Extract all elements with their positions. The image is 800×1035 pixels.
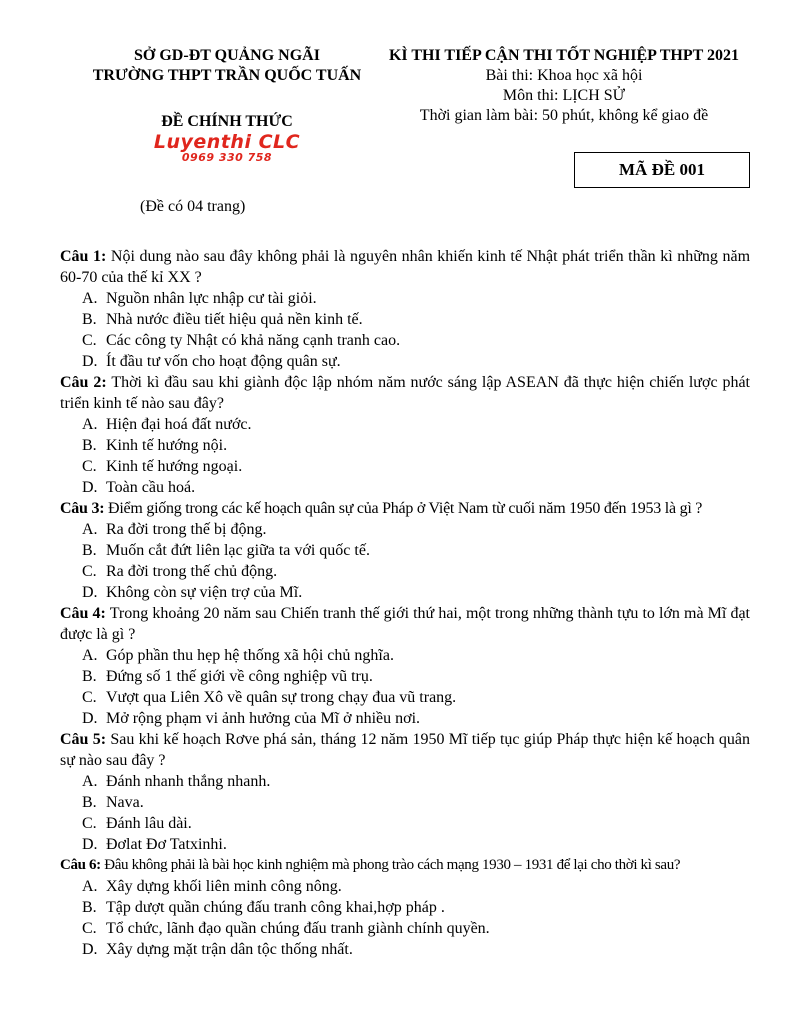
exam-title: KÌ THI TIẾP CẬN THI TỐT NGHIỆP THPT 2021 — [388, 47, 740, 64]
option-text: Ra đời trong thế chủ động. — [106, 563, 278, 580]
question-text: Điểm giống trong các kế hoạch quân sự của Pháp ở Việt Nam từ cuối năm 1950 đến 1953 là gì ? — [108, 500, 703, 517]
question-number: Câu 1: — [60, 248, 107, 265]
question-text: Đâu không phải là bài học kinh nghiệm mà phong trào cách mạng 1930 – 1931 để lại cho thời kì sau? — [104, 857, 681, 873]
option-c — [82, 561, 750, 582]
option-text: Vượt qua Liên Xô về quân sự trong chạy đua vũ trang. — [106, 689, 457, 706]
option-text: Xây dựng khối liên minh công nông. — [106, 878, 342, 895]
option-text: Ít đầu tư vốn cho hoạt động quân sự. — [106, 353, 341, 370]
question-4 — [60, 603, 750, 729]
option-d — [82, 582, 750, 603]
option-text: Toàn cầu hoá. — [106, 479, 196, 496]
option-letter: A. — [82, 647, 98, 664]
option-text: Đánh nhanh thắng nhanh. — [106, 773, 271, 790]
option-letter: C. — [82, 563, 97, 580]
logo-brand-text: Luyenthi CLC — [153, 131, 301, 153]
option-b — [82, 792, 750, 813]
question-text: Nội dung nào sau đây không phải là nguyên nhân khiến kinh tế Nhật phát triển thần kì những năm 60-70 của thế kỉ XX ? — [60, 248, 751, 286]
option-a — [82, 645, 750, 666]
department-name: SỞ GD-ĐT QUẢNG NGÃI — [134, 47, 320, 64]
question-text: Trong khoảng 20 năm sau Chiến tranh thế giới thứ hai, một trong những thành tựu to lớn mà Mĩ đạt được là gì ? — [60, 605, 750, 643]
option-text: Kinh tế hướng ngoại. — [106, 458, 243, 475]
exam-subject: Môn thi: LỊCH SỬ — [502, 87, 626, 104]
option-d — [82, 708, 750, 729]
option-letter: B. — [82, 794, 97, 811]
option-text: Mở rộng phạm vi ảnh hưởng của Mĩ ở nhiều nơi. — [106, 710, 421, 727]
option-letter: B. — [82, 542, 97, 559]
option-text: Góp phần thu hẹp hệ thống xã hội chủ nghĩa. — [106, 647, 394, 664]
school-header — [92, 46, 362, 164]
exam-code-box — [574, 152, 750, 188]
question-6 — [60, 855, 750, 960]
option-c — [82, 687, 750, 708]
option-a — [82, 288, 750, 309]
question-text: Sau khi kế hoạch Rơve phá sản, tháng 12 năm 1950 Mĩ tiếp tục giúp Pháp thực hiện kế hoạch quân sự nào sau đây ? — [60, 731, 751, 769]
option-c — [82, 456, 750, 477]
option-letter: A. — [82, 878, 98, 895]
question-3 — [60, 498, 750, 603]
option-c — [82, 330, 750, 351]
question-number: Câu 3: — [60, 500, 105, 517]
option-text: Nguồn nhân lực nhập cư tài giỏi. — [106, 290, 317, 307]
question-5 — [60, 729, 750, 855]
option-c — [82, 813, 750, 834]
option-letter: D. — [82, 479, 98, 496]
option-text: Muốn cắt đứt liên lạc giữa ta với quốc tế. — [106, 542, 370, 559]
option-text: Tổ chức, lãnh đạo quần chúng đấu tranh giành chính quyền. — [106, 920, 490, 937]
option-c — [82, 918, 750, 939]
option-letter: B. — [82, 311, 97, 328]
logo-phone-text: 0969 330 758 — [181, 151, 273, 164]
option-d — [82, 834, 750, 855]
option-text: Hiện đại hoá đất nước. — [106, 416, 252, 433]
school-name: TRƯỜNG THPT TRẦN QUỐC TUẤN — [92, 67, 362, 84]
question-stem — [60, 372, 750, 414]
option-text: Kinh tế hướng nội. — [106, 437, 228, 454]
option-letter: D. — [82, 584, 98, 601]
question-text: Thời kì đầu sau khi giành độc lập nhóm năm nước sáng lập ASEAN đã thực hiện chiến lược phát triển kinh tế nào sau đây? — [60, 374, 750, 412]
option-letter: A. — [82, 290, 98, 307]
option-letter: A. — [82, 416, 98, 433]
option-letter: D. — [82, 710, 98, 727]
question-number: Câu 2: — [60, 374, 107, 391]
option-d — [82, 351, 750, 372]
option-letter: C. — [82, 332, 97, 349]
option-a — [82, 876, 750, 897]
option-letter: A. — [82, 521, 98, 538]
option-letter: B. — [82, 668, 97, 685]
option-text: Các công ty Nhật có khả năng cạnh tranh cao. — [106, 332, 401, 349]
option-text: Nhà nước điều tiết hiệu quả nền kinh tế. — [106, 311, 363, 328]
option-text: Đứng số 1 thế giới về công nghiệp vũ trụ. — [106, 668, 373, 685]
option-text: Ra đời trong thế bị động. — [106, 521, 267, 538]
question-stem — [60, 246, 750, 288]
question-stem — [60, 729, 750, 771]
question-number: Câu 4: — [60, 605, 106, 622]
option-letter: D. — [82, 353, 98, 370]
exam-test: Bài thi: Khoa học xã hội — [485, 67, 643, 84]
option-letter: A. — [82, 773, 98, 790]
option-b — [82, 666, 750, 687]
exam-time: Thời gian làm bài: 50 phút, không kể giao đề — [419, 107, 709, 124]
exam-code: MÃ ĐỀ 001 — [619, 160, 705, 179]
official-label: ĐỀ CHÍNH THỨC — [161, 113, 293, 130]
option-letter: D. — [82, 836, 98, 853]
question-list — [60, 246, 750, 960]
option-letter: C. — [82, 458, 97, 475]
option-letter: B. — [82, 437, 97, 454]
brand-logo — [92, 132, 362, 164]
pages-note: (Đề có 04 trang) — [140, 198, 246, 215]
option-letter: B. — [82, 899, 97, 916]
question-2 — [60, 372, 750, 498]
option-a — [82, 771, 750, 792]
option-b — [82, 540, 750, 561]
option-text: Đánh lâu dài. — [106, 815, 192, 832]
option-letter: C. — [82, 815, 97, 832]
option-b — [82, 435, 750, 456]
question-stem — [60, 855, 750, 876]
option-text: Tập dượt quần chúng đấu tranh công khai,hợp pháp . — [106, 899, 445, 916]
option-d — [82, 477, 750, 498]
option-b — [82, 309, 750, 330]
option-a — [82, 519, 750, 540]
option-b — [82, 897, 750, 918]
question-number: Câu 6: — [60, 857, 101, 873]
option-text: Nava. — [106, 794, 144, 811]
question-number: Câu 5: — [60, 731, 107, 748]
option-a — [82, 414, 750, 435]
option-letter: D. — [82, 941, 98, 958]
option-text: Không còn sự viện trợ của Mĩ. — [106, 584, 303, 601]
question-stem — [60, 498, 750, 519]
question-1 — [60, 246, 750, 372]
option-text: Xây dựng mặt trận dân tộc thống nhất. — [106, 941, 353, 958]
exam-header — [364, 46, 764, 126]
option-letter: C. — [82, 689, 97, 706]
option-text: Đơlat Đơ Tatxinhi. — [106, 836, 227, 853]
question-stem — [60, 603, 750, 645]
option-letter: C. — [82, 920, 97, 937]
option-d — [82, 939, 750, 960]
